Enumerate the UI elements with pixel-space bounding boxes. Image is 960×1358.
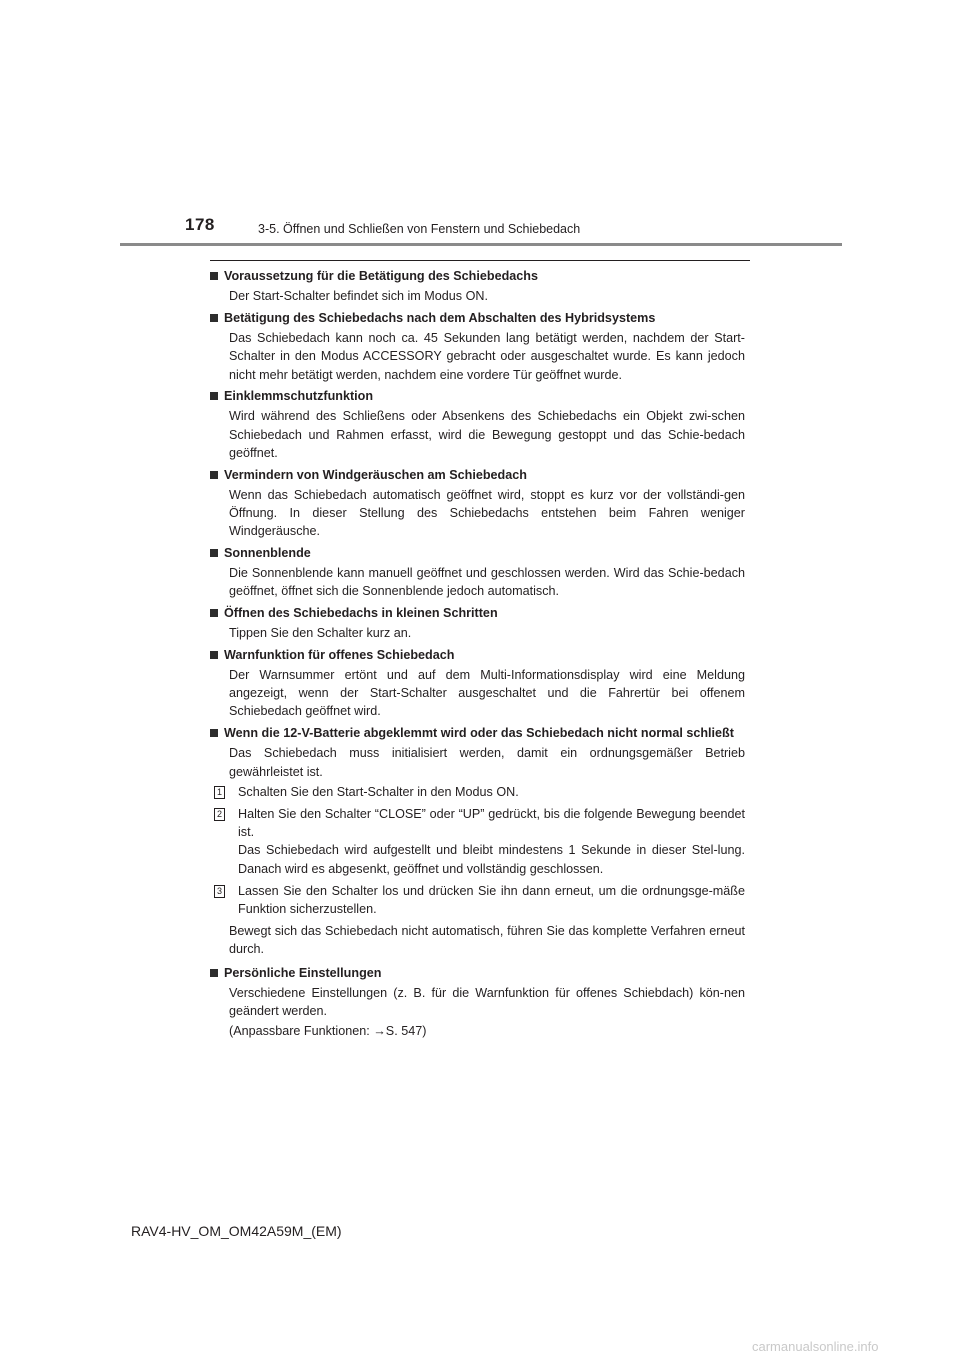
section-paragraph: Bewegt sich das Schiebedach nicht automatisch, führen Sie das komplette Verfahren erneut durch.: [229, 924, 745, 957]
section-heading: Einklemmschutzfunktion: [210, 387, 745, 405]
section-heading: Sonnenblende: [210, 544, 745, 562]
step-number-box: 2: [214, 808, 225, 821]
step-3: [214, 882, 745, 918]
page-reference-link[interactable]: (Anpassbare Funktionen: →S. 547): [229, 1024, 427, 1039]
section-paragraph: Die Sonnenblende kann manuell geöffnet und geschlossen werden. Wird das Schie-bedach geöffnet, öffnet sich die Sonnenblende jedoch automatisch.: [229, 566, 745, 599]
watermark: carmanualsonline.info: [752, 1339, 879, 1354]
step-number-box: 3: [214, 885, 225, 898]
square-bullet-icon: [210, 314, 218, 322]
square-bullet-icon: [210, 392, 218, 400]
section-paragraph: Der Warnsummer ertönt und auf dem Multi-Informationsdisplay wird eine Meldung angezeigt, wenn der Start-Schalter ausgeschaltet und die Fahrertür bei offenem Schiebedach geöffnet wird.: [229, 668, 745, 719]
step-text-group: [238, 805, 745, 878]
square-bullet-icon: [210, 471, 218, 479]
section-paragraph: Verschiedene Einstellungen (z. B. für die Warnfunktion für offenes Schiebdach) kön-nen geändert werden.: [229, 985, 745, 1019]
section-kleine-schritte: [210, 604, 745, 642]
section-heading: Warnfunktion für offenes Schiebedach: [210, 646, 745, 664]
section-sonnenblende: [210, 544, 745, 601]
header-divider: [120, 243, 842, 246]
step-text: Lassen Sie den Schalter los und drücken Sie ihn dann erneut, um die ordnungsge-mäße Funktion sicherzustellen.: [238, 883, 745, 916]
section-paragraph: Der Start-Schalter befindet sich im Modus ON.: [229, 289, 488, 304]
square-bullet-icon: [210, 651, 218, 659]
step-text: Schalten Sie den Start-Schalter in den Modus ON.: [238, 784, 519, 799]
section-heading: Betätigung des Schiebedachs nach dem Abschalten des Hybridsystems: [210, 309, 745, 327]
section-paragraph: Das Schiebedach kann noch ca. 45 Sekunden lang betätigt werden, nachdem der Start-Schalter in den Modus ACCESSORY gebracht oder ausgeschaltet wurde. Es kann jedoch nicht mehr betätigt werden, nachdem eine vordere Tür geöffnet wurde.: [229, 331, 745, 382]
chapter-title: 3-5. Öffnen und Schließen von Fenstern und Schiebedach: [258, 222, 581, 236]
square-bullet-icon: [210, 969, 218, 977]
section-windgeraeusche: [210, 466, 745, 541]
footer-document-code: RAV4-HV_OM_OM42A59M_(EM): [131, 1223, 342, 1239]
section-heading: Voraussetzung für die Betätigung des Schiebedachs: [210, 267, 745, 285]
section-heading: Öffnen des Schiebedachs in kleinen Schritten: [210, 604, 745, 622]
step-2: [214, 805, 745, 878]
content-top-divider: [210, 260, 750, 261]
step-number-box: 1: [214, 786, 225, 799]
section-einklemmschutz: [210, 387, 745, 462]
section-paragraph: Tippen Sie den Schalter kurz an.: [229, 626, 412, 641]
section-heading: Persönliche Einstellungen: [210, 964, 745, 982]
section-warnfunktion: [210, 646, 745, 721]
step-text-detail: Das Schiebedach wird aufgestellt und bleibt mindestens 1 Sekunde in dieser Stel-lung. Danach wird es abgesenkt, geöffnet und vollständig geschlossen.: [238, 843, 745, 876]
section-batterie: [210, 724, 745, 958]
section-betaetigung-nach-abschalten: [210, 309, 745, 384]
step-1: [214, 783, 745, 801]
section-persoenliche-einstellungen: [210, 964, 745, 1041]
section-paragraph: Wird während des Schließens oder Absenkens des Schiebedachs ein Objekt zwi-schen Schiebedach und Rahmen erfasst, wird die Bewegung gestoppt und das Schie-bedach geöffnet.: [229, 409, 745, 460]
square-bullet-icon: [210, 549, 218, 557]
main-content: [210, 267, 745, 1044]
page-number: 178: [185, 215, 215, 234]
square-bullet-icon: [210, 609, 218, 617]
section-heading: Wenn die 12-V-Batterie abgeklemmt wird oder das Schiebedach nicht normal schließt: [210, 724, 745, 742]
square-bullet-icon: [210, 272, 218, 280]
section-voraussetzung: [210, 267, 745, 305]
square-bullet-icon: [210, 729, 218, 737]
step-text: Halten Sie den Schalter “CLOSE” oder “UP” gedrückt, bis die folgende Bewegung beendet ist.: [238, 806, 745, 840]
section-heading: Vermindern von Windgeräuschen am Schiebedach: [210, 466, 745, 484]
section-paragraph: Das Schiebedach muss initialisiert werden, damit ein ordnungsgemäßer Betrieb gewährleistet ist.: [229, 746, 745, 779]
section-paragraph: Wenn das Schiebedach automatisch geöffnet wird, stoppt es kurz vor der vollständi-gen Öffnung. In dieser Stellung des Schiebedachs entstehen beim Fahren weniger Windgeräusche.: [229, 487, 745, 539]
